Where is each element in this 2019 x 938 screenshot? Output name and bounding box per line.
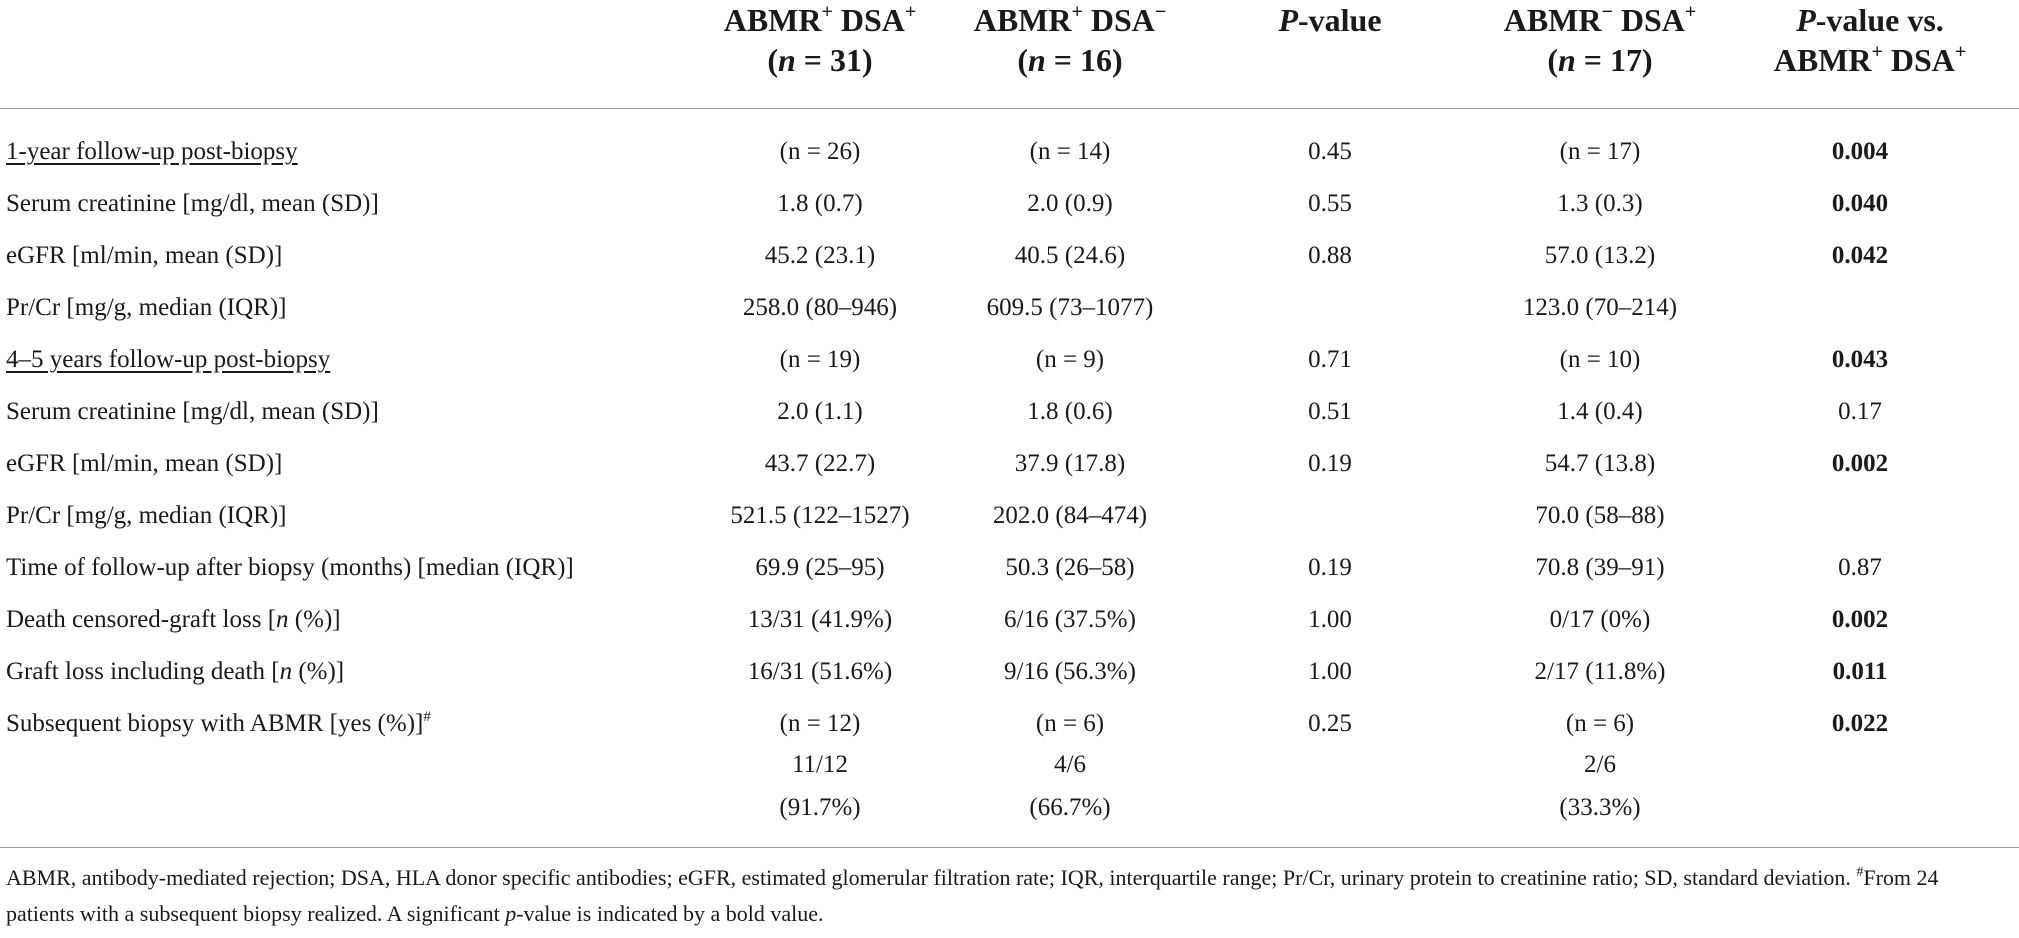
cell: 70.8 (39–91) — [1535, 554, 1665, 581]
cell-significant: 0.011 — [1832, 658, 1888, 685]
cell: 0.88 — [1308, 242, 1352, 269]
cell: 0/17 (0%) — [1549, 606, 1651, 633]
cell: 1.00 — [1308, 658, 1352, 685]
cell: 0.45 — [1308, 138, 1352, 165]
cell: (91.7%) — [779, 794, 861, 821]
cell-significant: 0.022 — [1831, 710, 1889, 737]
table-row — [0, 230, 2019, 282]
header-abmr-neg-dsa-pos: ABMR− DSA+ (n = 17) — [1503, 1, 1697, 78]
cell: 1.3 (0.3) — [1557, 190, 1643, 217]
cell: 1.8 (0.7) — [777, 190, 863, 217]
table-row — [0, 386, 2019, 438]
cell: 202.0 (84–474) — [992, 502, 1148, 529]
cell: (33.3%) — [1559, 794, 1641, 821]
cell-significant: 0.040 — [1831, 190, 1889, 217]
table-row — [0, 490, 2019, 542]
cell: (66.7%) — [1029, 794, 1111, 821]
header-abmr-pos-dsa-pos: ABMR+ DSA+ (n = 31) — [723, 1, 917, 78]
cell: 69.9 (25–95) — [755, 554, 885, 581]
cell: 0.25 — [1308, 710, 1352, 737]
cell: 1.4 (0.4) — [1557, 398, 1643, 425]
section-label: 1-year follow-up post-biopsy — [6, 138, 298, 165]
header-abmr-pos-dsa-neg: ABMR+ DSA− (n = 16) — [973, 1, 1167, 78]
table-row — [0, 178, 2019, 230]
cell: 2/6 — [1584, 751, 1616, 778]
cell: 2.0 (0.9) — [1027, 190, 1113, 217]
cell: 70.0 (58–88) — [1535, 502, 1665, 529]
cell: 37.9 (17.8) — [1014, 450, 1126, 477]
section-label: 4–5 years follow-up post-biopsy — [6, 346, 331, 373]
cell: 4/6 — [1054, 751, 1086, 778]
row-label: Serum creatinine [mg/dl, mean (SD)] — [6, 398, 379, 425]
cell: 45.2 (23.1) — [764, 242, 876, 269]
cell: 0.51 — [1308, 398, 1352, 425]
cell: (n = 6) — [1035, 710, 1105, 737]
table-row — [0, 542, 2019, 594]
cell: 1.8 (0.6) — [1027, 398, 1113, 425]
cell-significant: 0.042 — [1831, 242, 1889, 269]
row-label: Death censored-graft loss [n (%)] — [6, 606, 341, 633]
cell: (n = 10) — [1559, 346, 1641, 373]
cell: 0.19 — [1308, 450, 1352, 477]
cell: 40.5 (24.6) — [1014, 242, 1126, 269]
table-row — [0, 646, 2019, 698]
row-label: Graft loss including death [n (%)] — [6, 658, 345, 685]
cell: 0.19 — [1308, 554, 1352, 581]
row-label: Subsequent biopsy with ABMR [yes (%)]# — [6, 709, 431, 737]
row-label: Serum creatinine [mg/dl, mean (SD)] — [6, 190, 379, 217]
cell-significant: 0.043 — [1831, 346, 1889, 373]
cell: 13/31 (41.9%) — [747, 606, 893, 633]
cell: 0.87 — [1838, 554, 1882, 581]
header-p-value: P-value — [1278, 2, 1382, 38]
cell: 6/16 (37.5%) — [1004, 606, 1136, 633]
cell: (n = 26) — [779, 138, 861, 165]
row-label: Time of follow-up after biopsy (months) [median (IQR)] — [6, 554, 574, 581]
cell: (n = 17) — [1559, 138, 1641, 165]
table-row — [0, 594, 2019, 646]
cell: (n = 12) — [779, 710, 861, 737]
cell: (n = 14) — [1029, 138, 1111, 165]
row-label: eGFR [ml/min, mean (SD)] — [6, 450, 283, 477]
table-row — [0, 334, 2019, 386]
cell: 2.0 (1.1) — [777, 398, 863, 425]
cell: 521.5 (122–1527) — [730, 502, 910, 529]
cell: 9/16 (56.3%) — [1004, 658, 1136, 685]
cell-significant: 0.004 — [1831, 138, 1889, 165]
cell: 609.5 (73–1077) — [986, 294, 1154, 321]
cell: 1.00 — [1308, 606, 1352, 633]
table-row — [0, 126, 2019, 178]
footer-divider — [0, 847, 2019, 848]
cell: 0.55 — [1308, 190, 1352, 217]
header-p-value-vs: P-value vs. ABMR+ DSA+ — [1773, 2, 1967, 78]
table-footnote: ABMR, antibody-mediated rejection; DSA, HLA donor specific antibodies; eGFR, estimated glomerular filtration rate; IQR, interquartile range; Pr/Cr, urinary protein to creatinine ratio; SD, standard deviation. #From 24 patients with a subsequent biopsy realized. A significant p-value is indicated by a bold value. — [6, 865, 1939, 926]
cell: 54.7 (13.8) — [1544, 450, 1656, 477]
cell: 16/31 (51.6%) — [747, 658, 893, 685]
cell: 11/12 — [791, 751, 849, 778]
row-label: Pr/Cr [mg/g, median (IQR)] — [6, 502, 287, 529]
table-row — [0, 698, 2019, 750]
cell: (n = 9) — [1035, 346, 1105, 373]
cell: 57.0 (13.2) — [1544, 242, 1656, 269]
cell: (n = 6) — [1565, 710, 1635, 737]
cell: 50.3 (26–58) — [1005, 554, 1135, 581]
cell-significant: 0.002 — [1831, 606, 1889, 633]
cell: 43.7 (22.7) — [764, 450, 876, 477]
header-divider — [0, 108, 2019, 109]
cell-significant: 0.002 — [1831, 450, 1889, 477]
cell: 0.17 — [1838, 398, 1882, 425]
row-label: Pr/Cr [mg/g, median (IQR)] — [6, 294, 287, 321]
cell: 2/17 (11.8%) — [1534, 658, 1666, 685]
table-row — [0, 282, 2019, 334]
cell: 258.0 (80–946) — [742, 294, 898, 321]
cell: 123.0 (70–214) — [1522, 294, 1678, 321]
row-label: eGFR [ml/min, mean (SD)] — [6, 242, 283, 269]
table-row — [0, 438, 2019, 490]
cell: 0.71 — [1308, 346, 1352, 373]
cell: (n = 19) — [779, 346, 861, 373]
